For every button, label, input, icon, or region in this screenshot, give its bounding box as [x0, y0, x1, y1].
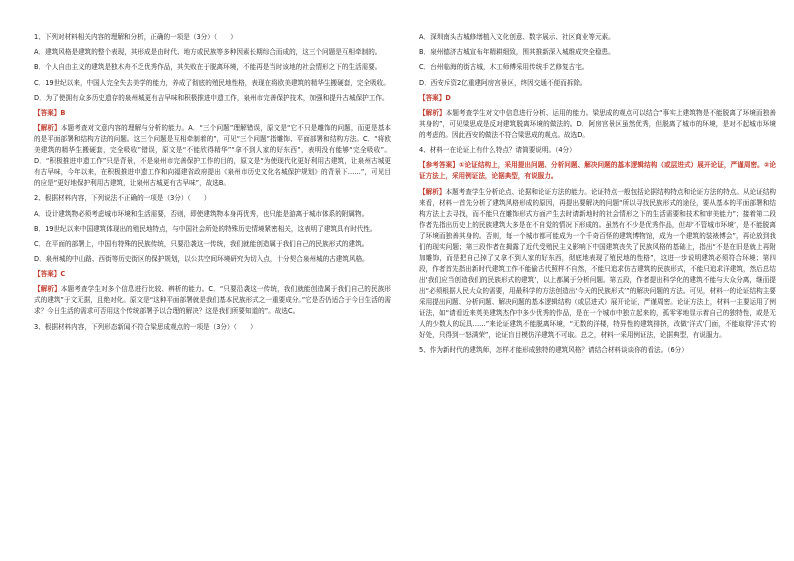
- explanation-text: 本题考查对文意内容的理解与分析的能力。A．“三个问题”理解错误，原文是“它不只是雕饰的问题，而更是基本的是平面部署和结构方法的问题。这三个问题是互相牵制着的”，可见“三个问题”指雕饰、平面部署和结构方法。C．“将欧美建筑的精华生搬硬套，完全吸收”错误，原文是“不能欣得精华”“拿不到人家的好东西”，表明没有能够“完全吸收”。D．“积极推进申遗工作”只是背景，不是泉州市完善保护工作的目的，原文是“为使现代化更好利用古建筑，让泉州古城更有古早味，今年以来，在积极推进申遗工作和向福建省政府提出《泉州市历史文化名城保护规划》的背景下……”，可见目的应是“更好地保护利用古建筑，让泉州古城更有古早味”，故选B。: [34, 124, 392, 188]
- answer-option: D．为了使拥有众多历史遗存的泉州城更有吉早味和积极推进申遗工作，泉州市完善保护技术，加强和提升古城保护工作。: [34, 93, 389, 102]
- answer-option: B．19世纪以来中国建筑体现出的殖民地特点，与中国社会所处的特殊历史情境紧密相关，这表明了建筑具有时代性。: [34, 224, 377, 233]
- answer-option: C．19世纪以来，中国人完全失去美学的能力，养成了彻底的殖民地性格，表现在将欧美建筑的精华生搬硬套，完全吸收。: [34, 78, 390, 87]
- right-column: [419, 32, 776, 561]
- explanation-text: 本题考查学生对文中信息进行分析、运用的能力。梁思成的观点可以结合“事实上建筑物是不能脱离了环境而独善其身的”，可见梁思成是反对建筑脱离环境的做法的。D．阿房宫景区虽然优秀，但脱离了城市的环境，是对不起城市环境的考虑的。因此西安的做法不符合梁思成的观点。故选D。: [419, 108, 776, 139]
- answer-option: A．设计建筑物必须考虑城市环境和生活需要，否则，即使建筑物本身再优秀，也只能是游离于城市体系的附属物。: [34, 209, 369, 218]
- section-label: 【解析】: [419, 108, 446, 117]
- section-label: 【答案】: [34, 270, 61, 279]
- answer-option: B．个人自由主义的建筑是独木舟不乏优秀作品，其失败在于脱离环境，不能再是当时该地的社会情形之下的生活需要。: [34, 63, 382, 72]
- explanation-paragraph: [34, 123, 391, 189]
- answer-line: [34, 108, 391, 119]
- answer-option: A．深圳南头古城修缮植入文化创意、数字展示、社区商业等元素。: [419, 33, 615, 41]
- answer-option: B．泉州德济古城宣布年精耕细致，围其推新深入城维成突全稳患。: [419, 48, 615, 57]
- section-label: 【参考答案】: [419, 161, 459, 170]
- section-label: 【解析】: [419, 187, 446, 196]
- section-label: 【解析】: [34, 285, 61, 294]
- explanation-text: 本题考查学生分析论点、论据和论证方法的能力。论证特点一般包括论据结构特点和论证方法的特点。从论证结构来看，材料一首先分析了建筑风格形成的原因，再提出要解决的问题“所以寻找民族形式的途径，要从基本的平面部署和结构方法上去寻找，而不能只在雕饰形式方面产生去时请新地时的社会情形之下的生活需要和技术和审美能力”；接着第二段作者先指出历史上的民族建筑大多是在不自觉的情况下形成的。虽然有不少是优秀作品，但却‘不管城市环境’，是不能脱离了环境而独善其身的。否则，每一个城市都可能成为一个千奇百怪的建筑博物馆，成为一个建筑的装裱博会”，再论放到我们的现实问题；第三段作者在揭露了近代受殖民主义影响下中国建筑丧失了民族风格的基础上，指出“不是在旧是就上再附加雕饰，而是把自己掉了又拿不到人家的好东西，彻底地表现了殖民地的性格”，这进一步说明建筑必须符合环境；第四段，作者首先指出新时代建筑工作不能偷古代照样不自然，不能只追求仿古建筑的民族形式，不能只追求洋建筑，然后总结出‘我们应当创造我们的民族形式的建筑’，以上都属于分析问题。第五段，作者提出科学化的建筑不能与大众分离，继而提出“必须根据人民大众的需要，用最科学的方法创造出‘今天的民族形式’”的解决问题的方法。可见，材料一的论证结构主要采用提出问题、分析问题、解决问题的基本逻辑结构（或层进式）展开论证，严谨周密。论证方法上，材料一主要运用了例证法，如“请看近来英美建筑杰作中多少优秀的作品，是在一个城市中独立起来的，孤零零地显示着自己的独特性，或是无人的少数人的玩具……”来论证建筑不能脱离环境，“无数的洋楼，特异性的建筑排挤，改做‘洋式’门面，不能取得‘洋式’的好处，只得到一怒满荣”，论证盲目模仿洋建筑不可取。总之，材料一采用例证法，论据典型，有说服力。: [419, 187, 777, 339]
- question-stem: 5、作为新时代的建筑师，怎样才能形成独特的建筑风格？请结合材料谈谈你的看法。（6分）: [419, 345, 688, 354]
- section-label: 【解析】: [34, 124, 61, 133]
- question-stem: 1、下列对材料相关内容的理解和分析，正确的一项是（3分）（ ）: [34, 33, 237, 41]
- answer-line: [34, 269, 391, 280]
- explanation-paragraph: [419, 108, 776, 141]
- answer-text: C: [60, 270, 66, 279]
- answer-line: [419, 93, 776, 104]
- question-stem: 4、材料一在论证上有什么特点？请简要说明。（4分）: [419, 146, 576, 155]
- answer-option: C．台州临海的街古城，木工师傅采用传统手艺修复古宅。: [419, 63, 589, 72]
- question-stem: 2、根据材料内容，下列说法不正确的一项是（3分）（ ）: [34, 194, 211, 203]
- section-label: 【答案】: [419, 93, 446, 102]
- question-stem: 3、根据材料内容，下列形态新闻不符合梁思成观点的一项是（3分）（ ）: [34, 322, 257, 331]
- explanation-paragraph: [419, 187, 776, 341]
- answer-text: B: [60, 108, 66, 117]
- answer-option: D．泉州城的中山路、西街等历史街区的保护规划，以公共空间环境研究为切入点，十分契合泉州城的古建筑风格。: [34, 255, 369, 264]
- answer-line: [419, 160, 776, 182]
- explanation-text: 本题考查学生对多个信息进行比较、辨析的能力。C．“只要沿袭这一传统，我们就能创造属于我们自己的民族形式的建筑”于文无据，且绝对化。原文是“这种平面部署就是我们基本民族形式之一重要成分。”它是否仍适合于今日生活的需求？今日生活的需求可否用这个传统部署予以合理的解决？这是我们所要知道的”。故选C。: [34, 285, 391, 316]
- section-label: 【答案】: [34, 108, 61, 117]
- answer-option: A．建筑风格是建筑的整个表现，其形成是由时代、地方或民族等多种因素长期综合而成的，这三个问题是互相牵制的。: [34, 48, 382, 57]
- answer-option: D．西安斥资2亿重建阿房宫景区，终因交通不便而拆除。: [419, 78, 587, 87]
- left-column: [34, 32, 391, 561]
- answer-text: D: [445, 93, 451, 102]
- answer-option: C．在平面的部署上，中国有特殊的民族传统，只要沿袭这一传统，我们就能创造属于我们自己的民族形式的建筑。: [34, 239, 369, 248]
- answer-text: ①论证结构上，采用提出问题、分析问题、解决问题的基本逻辑结构（或层进式）展开论证，严谨周密。②论证方法上，采用例证法，论据典型，有说服力。: [419, 161, 777, 181]
- explanation-paragraph: [34, 284, 391, 317]
